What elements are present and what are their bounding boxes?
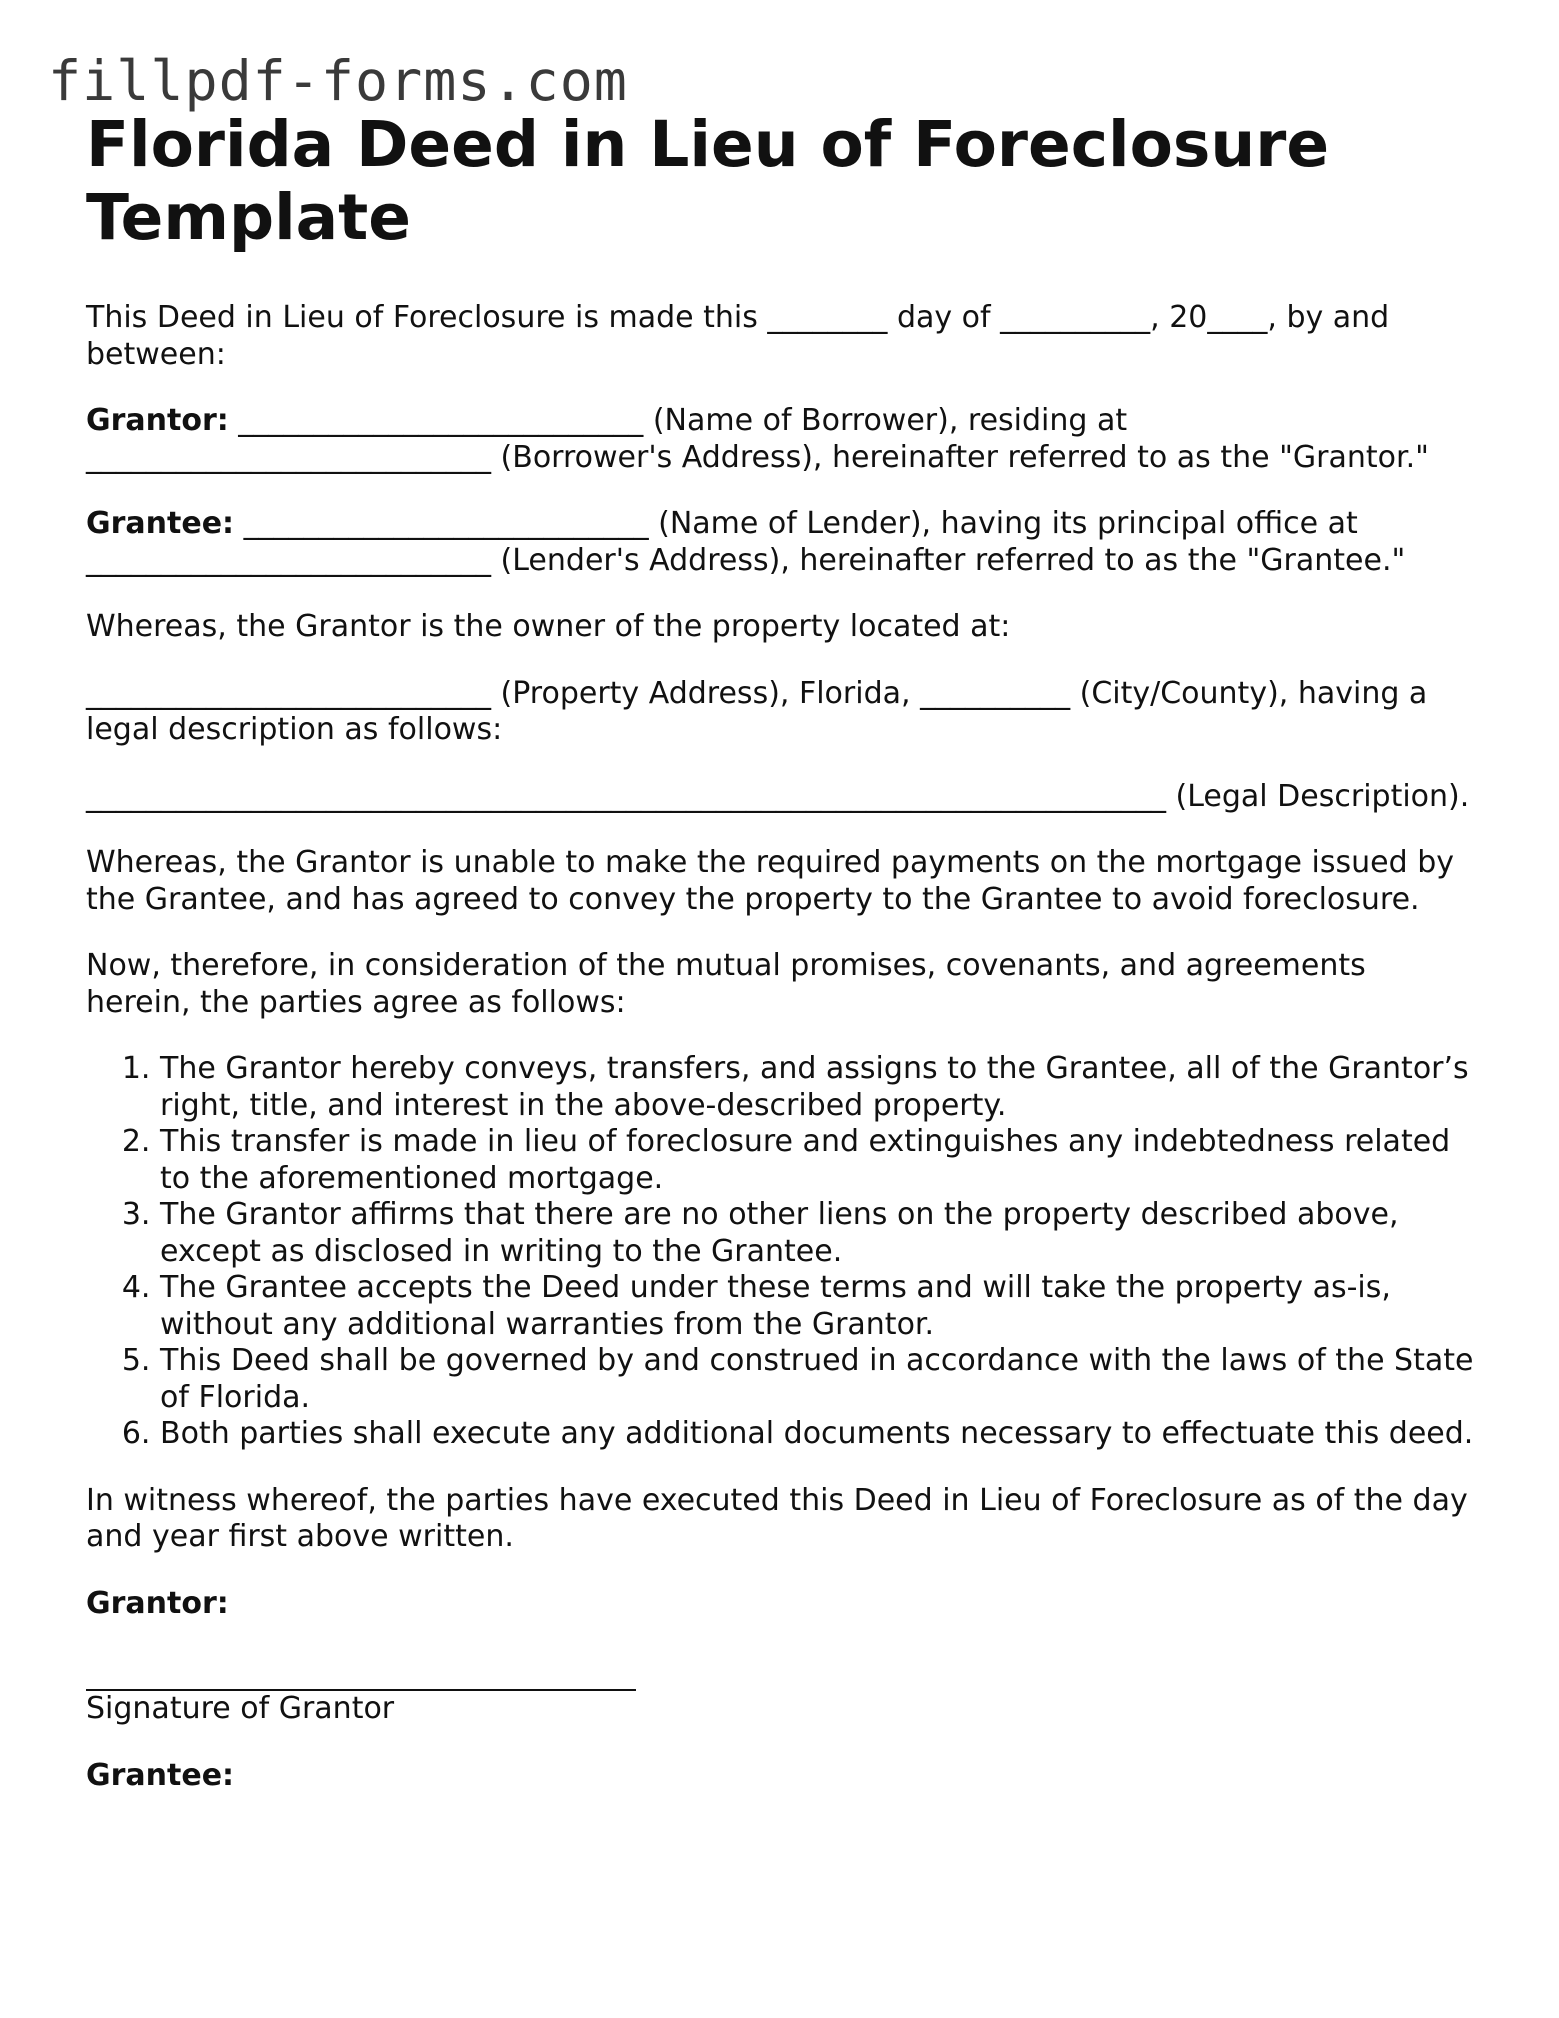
whereas-owner-paragraph: Whereas, the Grantor is the owner of the property located at: — [86, 609, 1011, 644]
grantee-paragraph — [86, 506, 1476, 579]
document-body — [86, 108, 1476, 1794]
document-title: Florida Deed in Lieu of Foreclosure Template — [86, 108, 1330, 254]
grantor-label: Grantor: — [86, 403, 229, 438]
property-address-paragraph: ___________________________ (Property Address), Florida, __________ (City/County), having a legal description as follows: — [86, 675, 1428, 747]
legal-description-paragraph: ________________________________________________________________________ (Legal Description). — [86, 778, 1470, 814]
grantee-label: Grantee: — [86, 506, 235, 541]
grantee-signature-heading: Grantee: — [86, 1757, 235, 1793]
term-item: 6. Both parties shall execute any additional documents necessary to effectuate this deed. — [160, 1416, 1476, 1453]
grantor-text: ___________________________ (Name of Borrower), residing at ___________________________ (Borrower's Address), hereinafter referred to as the "Grantor." — [86, 403, 1429, 475]
grantor-signature-caption: Signature of Grantor — [86, 1691, 395, 1726]
terms-list — [86, 1051, 1476, 1453]
term-item: 1. The Grantor hereby conveys, transfers, and assigns to the Grantee, all of the Grantor’s right, title, and interest in the above-described property. — [160, 1051, 1476, 1124]
now-therefore-paragraph: Now, therefore, in consideration of the mutual promises, covenants, and agreements herein, the parties agree as follows: — [86, 948, 1366, 1020]
term-item: 2. This transfer is made in lieu of foreclosure and extinguishes any indebtedness related to the aforementioned mortgage. — [160, 1124, 1476, 1197]
term-item: 5. This Deed shall be governed by and construed in accordance with the laws of the State of Florida. — [160, 1343, 1476, 1416]
intro-paragraph: This Deed in Lieu of Foreclosure is made this ________ day of __________, 20____, by and between: — [86, 300, 1390, 372]
whereas-unable-paragraph: Whereas, the Grantor is unable to make the required payments on the mortgage issued by the Grantee, and has agreed to convey the property to the Grantee to avoid foreclosure. — [86, 845, 1454, 917]
term-item: 3. The Grantor affirms that there are no other liens on the property described above, except as disclosed in writing to the Grantee. — [160, 1197, 1476, 1270]
term-item: 4. The Grantee accepts the Deed under these terms and will take the property as-is, without any additional warranties from the Grantor. — [160, 1270, 1476, 1343]
witness-paragraph: In witness whereof, the parties have executed this Deed in Lieu of Foreclosure as of the day and year first above written. — [86, 1482, 1468, 1554]
grantor-paragraph — [86, 403, 1476, 476]
grantee-text: ___________________________ (Name of Lender), having its principal office at ___________________________ (Lender's Address), hereinafter referred to as the "Grantee." — [86, 506, 1406, 578]
watermark-text: fillpdf-forms.com — [48, 49, 628, 113]
grantor-signature-heading: Grantor: — [86, 1585, 229, 1621]
